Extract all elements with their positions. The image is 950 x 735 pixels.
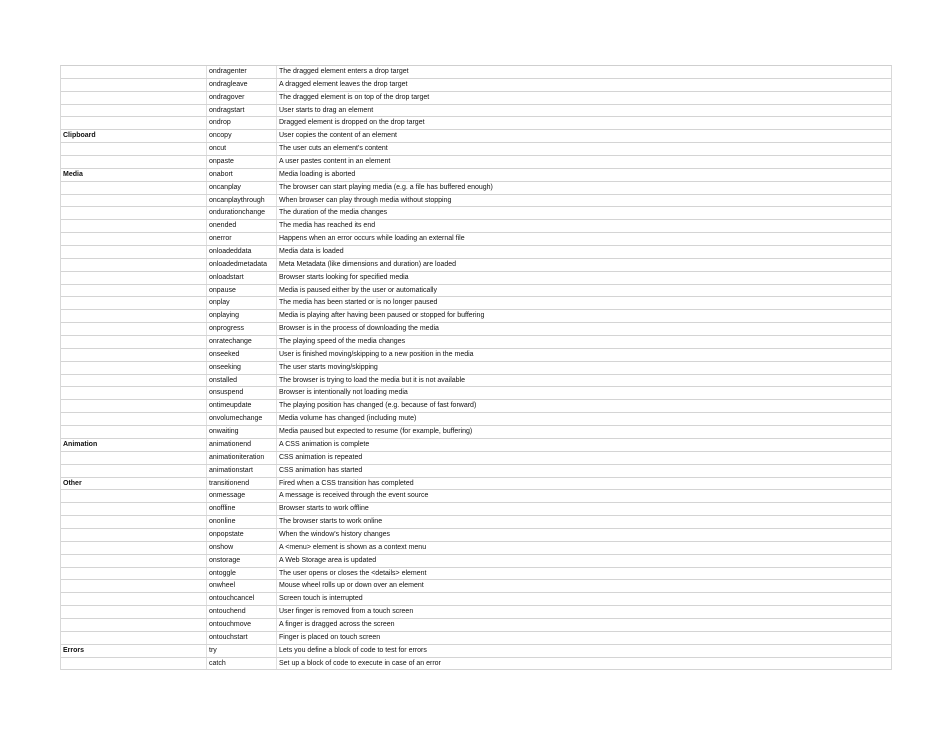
category-cell bbox=[61, 143, 207, 155]
event-name-cell: onshow bbox=[207, 542, 277, 554]
event-description-cell: User starts to drag an element bbox=[279, 106, 374, 114]
event-description-cell: Media data is loaded bbox=[279, 248, 344, 256]
category-cell bbox=[61, 606, 207, 618]
table-row bbox=[61, 195, 891, 208]
table-row bbox=[61, 658, 891, 671]
category-cell bbox=[61, 207, 207, 219]
table-row bbox=[61, 323, 891, 336]
event-name-cell: onended bbox=[207, 220, 277, 232]
event-description-cell: Browser starts to work offline bbox=[279, 505, 369, 513]
category-cell bbox=[61, 362, 207, 374]
event-name-cell: onloadedmetadata bbox=[207, 259, 277, 271]
table-row bbox=[61, 182, 891, 195]
event-description-cell: The browser is trying to load the media but it is not available bbox=[279, 376, 465, 384]
category-cell bbox=[61, 375, 207, 387]
event-description-cell: User finger is removed from a touch screen bbox=[279, 608, 414, 616]
event-name-cell: ondragenter bbox=[207, 66, 277, 78]
event-name-cell: onvolumechange bbox=[207, 413, 277, 425]
category-cell bbox=[61, 452, 207, 464]
event-name-cell: ondragstart bbox=[207, 105, 277, 117]
event-name-cell: animationstart bbox=[207, 465, 277, 477]
table-row bbox=[61, 619, 891, 632]
table-row bbox=[61, 439, 891, 452]
event-description-cell: A message is received through the event source bbox=[279, 492, 429, 500]
category-cell bbox=[61, 156, 207, 168]
event-description-cell: Fired when a CSS transition has completed bbox=[279, 479, 414, 487]
event-description-cell: CSS animation has started bbox=[279, 466, 363, 474]
event-name-cell: oncanplaythrough bbox=[207, 195, 277, 207]
event-description-cell: The browser can start playing media (e.g. a file has buffered enough) bbox=[279, 183, 493, 191]
event-name-cell: onmessage bbox=[207, 490, 277, 502]
table-row bbox=[61, 478, 891, 491]
event-description-cell: A dragged element leaves the drop target bbox=[279, 80, 408, 88]
event-description-cell: The user starts moving/skipping bbox=[279, 363, 378, 371]
category-cell bbox=[61, 336, 207, 348]
event-name-cell: onratechange bbox=[207, 336, 277, 348]
category-cell bbox=[61, 555, 207, 567]
event-description-cell: When the window's history changes bbox=[279, 530, 391, 538]
category-cell bbox=[61, 117, 207, 129]
event-description-cell: Media is paused either by the user or automatically bbox=[279, 286, 437, 294]
category-cell bbox=[61, 182, 207, 194]
table-row bbox=[61, 555, 891, 568]
category-cell bbox=[61, 619, 207, 631]
event-name-cell: onoffline bbox=[207, 503, 277, 515]
category-cell bbox=[61, 66, 207, 78]
event-description-cell: Media is playing after having been paused or stopped for buffering bbox=[279, 312, 485, 320]
table-row bbox=[61, 259, 891, 272]
event-description-cell: The browser starts to work online bbox=[279, 518, 383, 526]
category-cell bbox=[61, 413, 207, 425]
event-description-cell: User copies the content of an element bbox=[279, 132, 397, 140]
category-cell: Other bbox=[61, 478, 207, 490]
table-row bbox=[61, 220, 891, 233]
table-row bbox=[61, 426, 891, 439]
table-row bbox=[61, 79, 891, 92]
event-description-cell: The media has reached its end bbox=[279, 222, 376, 230]
event-description-cell: A Web Storage area is updated bbox=[279, 556, 377, 564]
event-name-cell: ontoggle bbox=[207, 568, 277, 580]
table-row bbox=[61, 310, 891, 323]
table-row bbox=[61, 593, 891, 606]
table-row bbox=[61, 246, 891, 259]
event-name-cell: ontouchstart bbox=[207, 632, 277, 644]
event-description-cell: A user pastes content in an element bbox=[279, 158, 391, 166]
event-description-cell: The user opens or closes the <details> element bbox=[279, 569, 427, 577]
event-name-cell: onseeked bbox=[207, 349, 277, 361]
event-name-cell: onstalled bbox=[207, 375, 277, 387]
event-name-cell: try bbox=[207, 645, 277, 657]
event-name-cell: transitionend bbox=[207, 478, 277, 490]
table-row bbox=[61, 632, 891, 645]
category-cell bbox=[61, 285, 207, 297]
table-row bbox=[61, 336, 891, 349]
event-name-cell: ontouchcancel bbox=[207, 593, 277, 605]
event-name-cell: onstorage bbox=[207, 555, 277, 567]
event-description-cell: CSS animation is repeated bbox=[279, 453, 363, 461]
event-description-cell: The duration of the media changes bbox=[279, 209, 388, 217]
event-name-cell: onpaste bbox=[207, 156, 277, 168]
event-name-cell: onloadstart bbox=[207, 272, 277, 284]
category-cell bbox=[61, 259, 207, 271]
table-row bbox=[61, 117, 891, 130]
table-row bbox=[61, 375, 891, 388]
table-row bbox=[61, 92, 891, 105]
event-name-cell: onabort bbox=[207, 169, 277, 181]
table-row bbox=[61, 516, 891, 529]
event-description-cell: The dragged element is on top of the drop target bbox=[279, 93, 430, 101]
category-cell bbox=[61, 593, 207, 605]
category-cell bbox=[61, 105, 207, 117]
table-row bbox=[61, 645, 891, 658]
event-name-cell: onerror bbox=[207, 233, 277, 245]
table-row bbox=[61, 130, 891, 143]
table-row bbox=[61, 285, 891, 298]
event-name-cell: oncut bbox=[207, 143, 277, 155]
table-row bbox=[61, 362, 891, 375]
event-name-cell: oncopy bbox=[207, 130, 277, 142]
category-cell bbox=[61, 233, 207, 245]
category-cell bbox=[61, 490, 207, 502]
event-description-cell: Browser starts looking for specified media bbox=[279, 273, 409, 281]
event-name-cell: onsuspend bbox=[207, 387, 277, 399]
category-cell: Animation bbox=[61, 439, 207, 451]
event-name-cell: ondurationchange bbox=[207, 207, 277, 219]
table-row bbox=[61, 66, 891, 79]
category-cell bbox=[61, 79, 207, 91]
event-description-cell: Media volume has changed (including mute) bbox=[279, 415, 417, 423]
event-description-cell: Set up a block of code to execute in case of an error bbox=[279, 659, 441, 667]
table-row bbox=[61, 105, 891, 118]
table-row bbox=[61, 349, 891, 362]
category-cell bbox=[61, 323, 207, 335]
table-row bbox=[61, 272, 891, 285]
event-description-cell: Media loading is aborted bbox=[279, 170, 356, 178]
table-row bbox=[61, 207, 891, 220]
category-cell bbox=[61, 542, 207, 554]
table-row bbox=[61, 606, 891, 619]
table-row bbox=[61, 568, 891, 581]
event-description-cell: User is finished moving/skipping to a new position in the media bbox=[279, 350, 474, 358]
event-name-cell: ontouchmove bbox=[207, 619, 277, 631]
table-row bbox=[61, 156, 891, 169]
category-cell bbox=[61, 246, 207, 258]
category-cell bbox=[61, 568, 207, 580]
table-row bbox=[61, 503, 891, 516]
event-name-cell: onwheel bbox=[207, 580, 277, 592]
event-name-cell: onloadeddata bbox=[207, 246, 277, 258]
event-name-cell: ondragover bbox=[207, 92, 277, 104]
table-row bbox=[61, 452, 891, 465]
table-row bbox=[61, 387, 891, 400]
table-row bbox=[61, 143, 891, 156]
category-cell bbox=[61, 580, 207, 592]
event-name-cell: animationiteration bbox=[207, 452, 277, 464]
category-cell bbox=[61, 92, 207, 104]
table-row bbox=[61, 542, 891, 555]
event-name-cell: ondragleave bbox=[207, 79, 277, 91]
event-description-cell: Browser is intentionally not loading media bbox=[279, 389, 408, 397]
event-description-cell: Happens when an error occurs while loading an external file bbox=[279, 235, 465, 243]
event-description-cell: The dragged element enters a drop target bbox=[279, 68, 409, 75]
category-cell: Media bbox=[61, 169, 207, 181]
category-cell bbox=[61, 465, 207, 477]
event-description-cell: The playing speed of the media changes bbox=[279, 338, 406, 346]
category-cell bbox=[61, 426, 207, 438]
table-row bbox=[61, 529, 891, 542]
event-description-cell: Media paused but expected to resume (for example, buffering) bbox=[279, 428, 473, 436]
table-row bbox=[61, 465, 891, 478]
table-row bbox=[61, 490, 891, 503]
event-description-cell: Browser is in the process of downloading the media bbox=[279, 325, 439, 333]
event-name-cell: onseeking bbox=[207, 362, 277, 374]
event-description-cell: A finger is dragged across the screen bbox=[279, 620, 395, 628]
table-row bbox=[61, 233, 891, 246]
table-row bbox=[61, 400, 891, 413]
event-name-cell: onpopstate bbox=[207, 529, 277, 541]
table-row bbox=[61, 169, 891, 182]
category-cell bbox=[61, 400, 207, 412]
event-description-cell: Meta Metadata (like dimensions and duration) are loaded bbox=[279, 260, 457, 268]
category-cell bbox=[61, 220, 207, 232]
event-name-cell: onplay bbox=[207, 297, 277, 309]
event-name-cell: ontouchend bbox=[207, 606, 277, 618]
event-name-cell: onplaying bbox=[207, 310, 277, 322]
event-description-cell: A <menu> element is shown as a context menu bbox=[279, 543, 427, 551]
event-description-cell: The user cuts an element's content bbox=[279, 145, 388, 153]
category-cell bbox=[61, 349, 207, 361]
category-cell bbox=[61, 387, 207, 399]
category-cell bbox=[61, 310, 207, 322]
table-row bbox=[61, 580, 891, 593]
category-cell bbox=[61, 529, 207, 541]
event-description-cell: Lets you define a block of code to test for errors bbox=[279, 646, 427, 654]
category-cell: Clipboard bbox=[61, 130, 207, 142]
event-name-cell: onpause bbox=[207, 285, 277, 297]
table-row bbox=[61, 297, 891, 310]
spreadsheet-table bbox=[60, 65, 892, 670]
category-cell bbox=[61, 297, 207, 309]
event-description-cell: Finger is placed on touch screen bbox=[279, 633, 381, 641]
event-description-cell: Mouse wheel rolls up or down over an element bbox=[279, 582, 424, 590]
event-description-cell: When browser can play through media without stopping bbox=[279, 196, 452, 204]
event-description-cell: The media has been started or is no longer paused bbox=[279, 299, 438, 307]
event-description-cell: A CSS animation is complete bbox=[279, 440, 370, 448]
event-description-cell: The playing position has changed (e.g. because of fast forward) bbox=[279, 402, 477, 410]
event-name-cell: oncanplay bbox=[207, 182, 277, 194]
category-cell bbox=[61, 632, 207, 644]
event-description-cell: Screen touch is interrupted bbox=[279, 595, 363, 603]
table-row bbox=[61, 413, 891, 426]
event-name-cell: catch bbox=[207, 658, 277, 670]
category-cell bbox=[61, 503, 207, 515]
event-name-cell: onprogress bbox=[207, 323, 277, 335]
event-description-cell: Dragged element is dropped on the drop target bbox=[279, 119, 425, 127]
category-cell bbox=[61, 658, 207, 670]
category-cell bbox=[61, 272, 207, 284]
category-cell bbox=[61, 195, 207, 207]
event-name-cell: onwaiting bbox=[207, 426, 277, 438]
category-cell bbox=[61, 516, 207, 528]
event-name-cell: ontimeupdate bbox=[207, 400, 277, 412]
event-name-cell: animationend bbox=[207, 439, 277, 451]
event-name-cell: ondrop bbox=[207, 117, 277, 129]
event-name-cell: ononline bbox=[207, 516, 277, 528]
category-cell: Errors bbox=[61, 645, 207, 657]
